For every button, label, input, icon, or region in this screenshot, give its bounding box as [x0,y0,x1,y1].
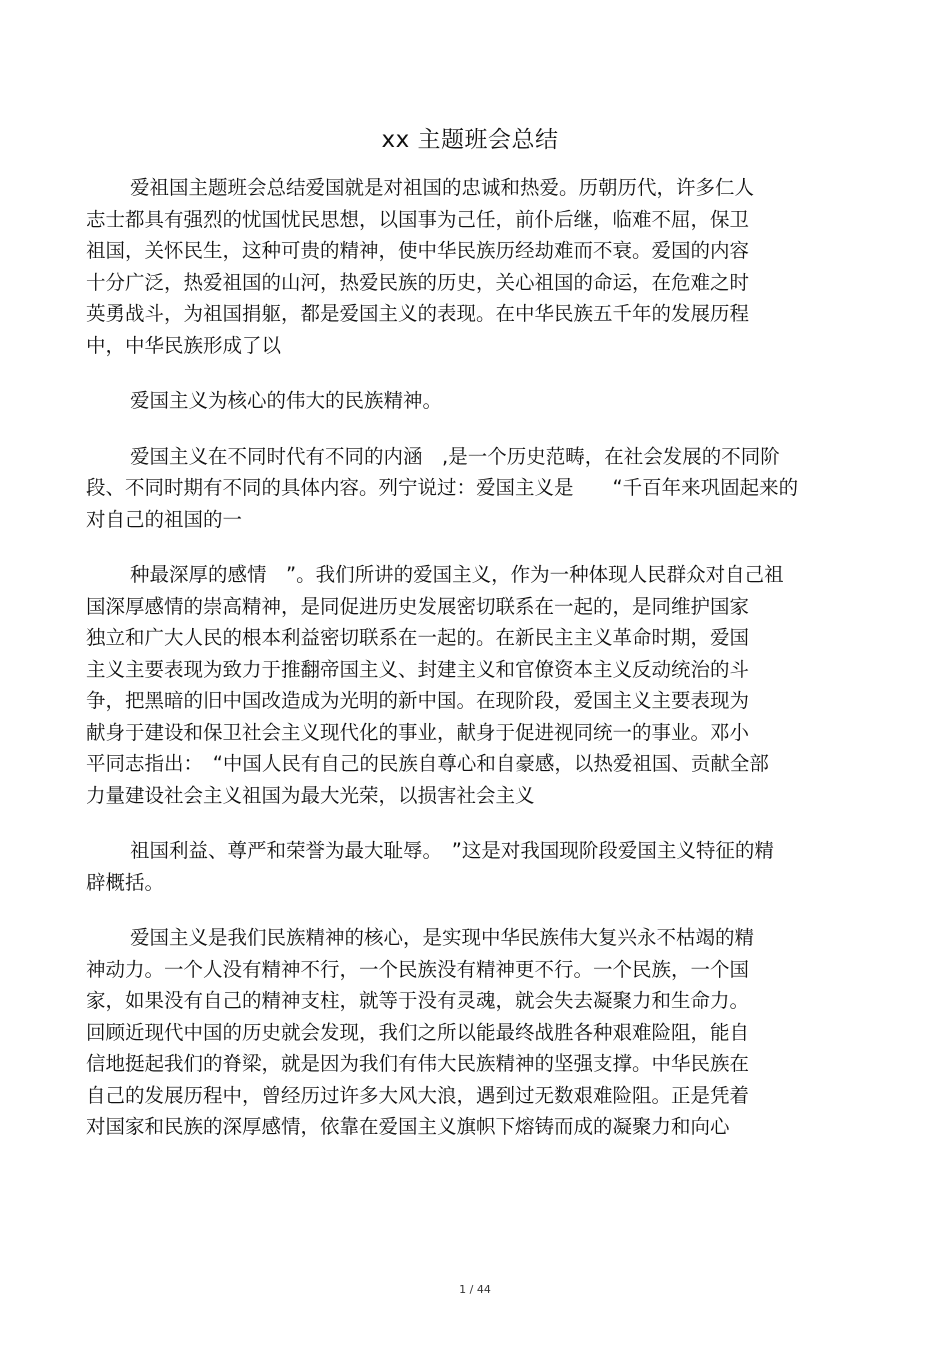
text-line: 种最深厚的感情 ”。我们所讲的爱国主义，作为一种体现人民群众对自己祖 [130,563,784,586]
text-line: 神动力。一个人没有精神不行，一个民族没有精神更不行。一个民族，一个国 [86,957,750,981]
text-line: 独立和广大人民的根本利益密切联系在一起的。在新民主主义革命时期，爱国 [86,626,750,649]
text-line: 爱祖国主题班会总结爱国就是对祖国的忠诚和热爱。历朝历代，许多仁人 [130,176,755,199]
text-line: 对国家和民族的深厚感情，依靠在爱国主义旗帜下熔铸而成的凝聚力和向心 [86,1115,730,1138]
text-line: 祖国利益、尊严和荣誉为最大耻辱。 ”这是对我国现阶段爱国主义特征的精 [130,839,774,862]
text-line: 辟概括。 [86,870,165,894]
text-line: 平同志指出： “中国人民有自己的民族自尊心和自豪感，以热爱祖国、贡献全部 [86,752,769,775]
text-line: 献身于建设和保卫社会主义现代化的事业，献身于促进视同统一的事业。邓小 [86,720,750,744]
document-body [86,172,846,1167]
paragraph [86,922,846,1143]
text-line: 段、不同时期有不同的具体内容。列宁说过：爱国主义是 “千百年来巩固起来的 [86,476,799,499]
text-line: 国深厚感情的崇高精神，是同促进历史发展密切联系在一起的，是同维护国家 [86,594,750,618]
text-line: 十分广泛，热爱祖国的山河，热爱民族的历史，关心祖国的命运，在危难之时 [86,270,750,294]
text-line: 回顾近现代中国的历史就会发现，我们之所以能最终战胜各种艰难险阻，能自 [86,1020,750,1044]
text-line: 祖国，关怀民生，这种可贵的精神，使中华民族历经劫难而不衰。爱国的内容 [86,239,750,262]
text-line: 中，中华民族形成了以 [86,333,282,357]
text-line: 英勇战斗，为祖国捐躯，都是爱国主义的表现。在中华民族五千年的发展历程 [86,302,750,325]
text-line: 争，把黑暗的旧中国改造成为光明的新中国。在现阶段，爱国主义主要表现为 [86,689,750,712]
text-line: 自己的发展历程中，曾经历过许多大风大浪，遇到过无数艰难险阻。正是凭着 [86,1083,750,1107]
text-line: 志士都具有强烈的忧国忧民思想，以国事为己任，前仆后继，临难不屈，保卫 [86,207,750,231]
page-number: 1 / 44 [459,1283,491,1296]
paragraph [86,385,846,417]
paragraph [86,172,846,361]
document-title: xx 主题班会总结 [381,127,559,153]
text-line: 爱国主义为核心的伟大的民族精神。 [130,389,443,412]
text-line: 对自己的祖国的一 [86,507,243,531]
paragraph [86,835,846,898]
text-line: 爱国主义在不同时代有不同的内涵 ,是一个历史范畴，在社会发展的不同阶 [130,444,780,468]
text-line: 主义主要表现为致力于推翻帝国主义、封建主义和官僚资本主义反动统治的斗 [86,657,750,681]
text-line: 信地挺起我们的脊梁，就是因为我们有伟大民族精神的坚强支撑。中华民族在 [86,1052,750,1075]
paragraph [86,559,846,811]
text-line: 爱国主义是我们民族精神的核心，是实现中华民族伟大复兴永不枯竭的精 [130,926,755,949]
text-line: 力量建设社会主义祖国为最大光荣，以损害社会主义 [86,783,535,807]
text-line: 家，如果没有自己的精神支柱，就等于没有灵魂，就会失去凝聚力和生命力。 [86,989,750,1012]
paragraph [86,441,846,536]
